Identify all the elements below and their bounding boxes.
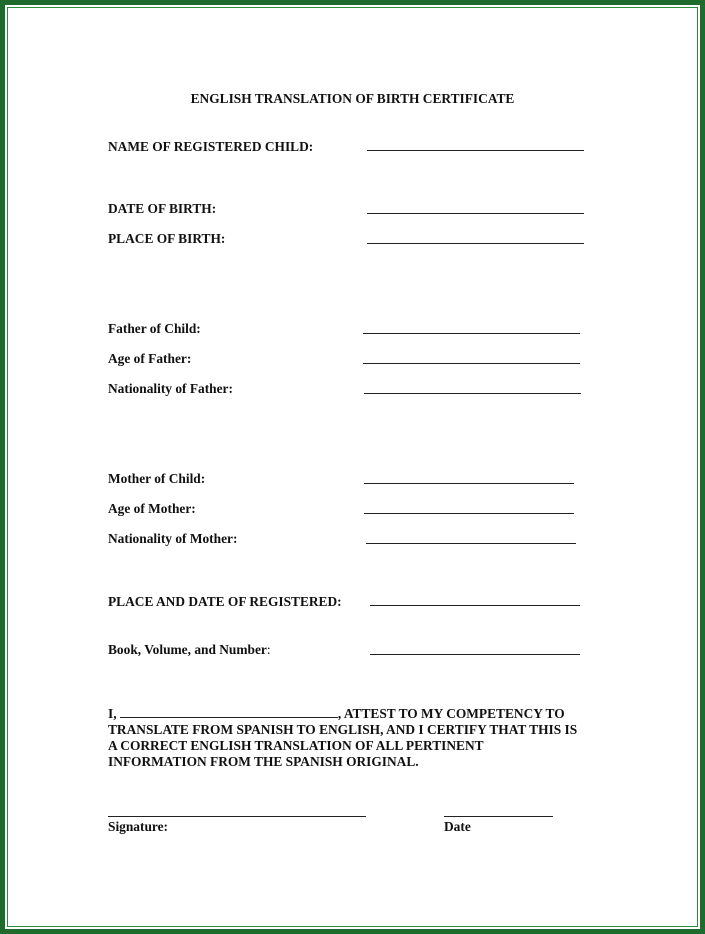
nationality-father-label: Nationality of Father: [108,381,233,396]
nationality-mother-field[interactable] [366,543,576,544]
book-volume-number-label: Book, Volume, and Number: [108,642,271,657]
father-field[interactable] [363,333,580,334]
nationality-father-field[interactable] [364,393,581,394]
signature-label: Signature: [108,819,169,834]
place-of-birth-field[interactable] [367,243,584,244]
place-date-registered-field[interactable] [370,605,580,606]
mother-field[interactable] [364,483,574,484]
age-mother-label: Age of Mother: [108,501,196,516]
age-father-label: Age of Father: [108,351,192,366]
nationality-mother-label: Nationality of Mother: [108,531,238,546]
date-of-birth-label: DATE OF BIRTH: [108,201,217,216]
attestation-line4: INFORMATION FROM THE SPANISH ORIGINAL. [108,754,419,769]
translator-name-field[interactable] [120,706,338,718]
signature-field[interactable] [108,816,366,817]
date-of-birth-field[interactable] [367,213,584,214]
place-of-birth-label: PLACE OF BIRTH: [108,231,226,246]
place-date-registered-label: PLACE AND DATE OF REGISTERED: [108,594,342,609]
date-label: Date [444,819,471,834]
attestation-line1: , ATTEST TO MY COMPETENCY TO [337,706,565,721]
mother-label: Mother of Child: [108,471,206,486]
book-volume-number-field[interactable] [370,654,580,655]
attestation-line2: TRANSLATE FROM SPANISH TO ENGLISH, AND I CERTIFY THAT THIS IS [108,722,578,737]
father-label: Father of Child: [108,321,201,336]
registered-child-label: NAME OF REGISTERED CHILD: [108,139,314,154]
age-father-field[interactable] [363,363,580,364]
document-title: ENGLISH TRANSLATION OF BIRTH CERTIFICATE [190,91,515,106]
date-field[interactable] [444,816,553,817]
attestation-line3: A CORRECT ENGLISH TRANSLATION OF ALL PERTINENT [108,738,484,753]
attestation-paragraph [108,706,608,770]
age-mother-field[interactable] [364,513,574,514]
registered-child-field[interactable] [367,150,584,151]
attestation-prefix: I, [108,706,117,721]
